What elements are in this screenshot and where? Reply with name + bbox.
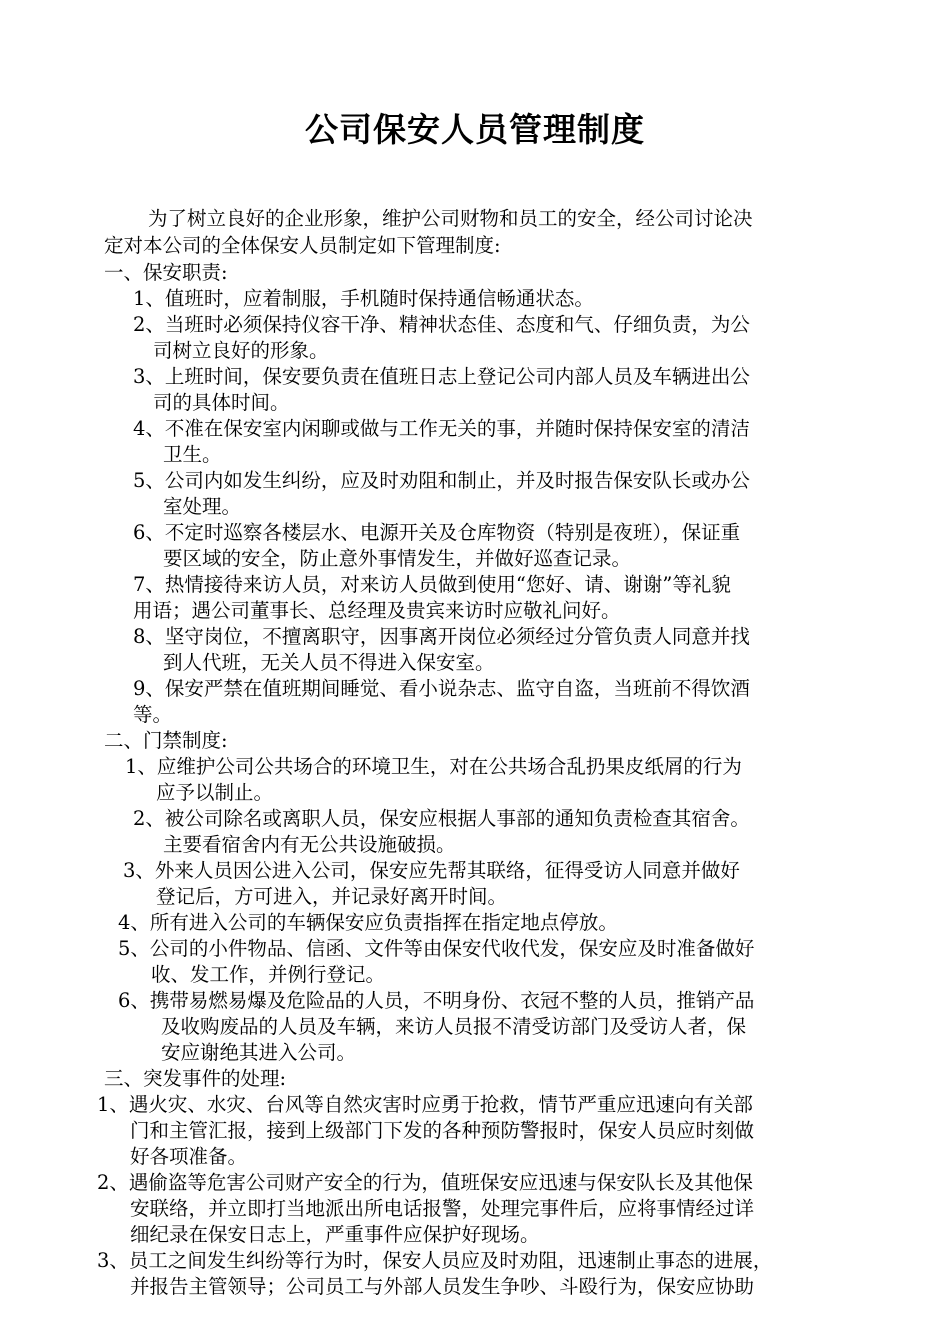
list-item-continuation: 安应谢绝其进入公司。 bbox=[161, 1041, 357, 1064]
list-item: 1、遇火灾、水灾、台风等自然灾害时应勇于抢救，情节严重应迅速向有关部 bbox=[97, 1093, 753, 1116]
document-title: 公司保安人员管理制度 bbox=[305, 110, 645, 149]
list-item: 3、上班时间，保安要负责在值班日志上登记公司内部人员及车辆进出公 bbox=[133, 365, 750, 388]
list-item-continuation: 并报告主管领导；公司员工与外部人员发生争吵、斗殴行为，保安应协助 bbox=[130, 1275, 755, 1298]
list-item: 1、值班时，应着制服，手机随时保持通信畅通状态。 bbox=[133, 287, 594, 310]
list-item: 1、应维护公司公共场合的环境卫生，对在公共场合乱扔果皮纸屑的行为 bbox=[125, 755, 742, 778]
list-item-continuation: 室处理。 bbox=[163, 495, 242, 518]
list-item: 5、公司的小件物品、信函、文件等由保安代收代发，保安应及时准备做好 bbox=[118, 937, 755, 960]
section-heading: 二、门禁制度: bbox=[104, 729, 228, 752]
list-item: 3、员工之间发生纠纷等行为时，保安人员应及时劝阻，迅速制止事态的进展， bbox=[97, 1249, 773, 1272]
body-line: 定对本公司的全体保安人员制定如下管理制度: bbox=[104, 234, 501, 257]
list-item-continuation: 主要看宿舍内有无公共设施破损。 bbox=[163, 833, 456, 856]
list-item-continuation: 及收购废品的人员及车辆，来访人员报不清受访部门及受访人者，保 bbox=[161, 1015, 747, 1038]
list-item-continuation: 司的具体时间。 bbox=[153, 391, 290, 414]
list-item: 2、当班时必须保持仪容干净、精神状态佳、态度和气、仔细负责，为公 bbox=[133, 313, 750, 336]
section-heading: 三、突发事件的处理: bbox=[104, 1067, 287, 1090]
list-item-continuation: 到人代班，无关人员不得进入保安室。 bbox=[163, 651, 495, 674]
list-item-continuation: 应予以制止。 bbox=[156, 781, 274, 804]
list-item: 8、坚守岗位，不擅离职守，因事离开岗位必须经过分管负责人同意并找 bbox=[133, 625, 750, 648]
list-item-continuation: 安联络，并立即打当地派出所电话报警，处理完事件后，应将事情经过详 bbox=[130, 1197, 755, 1220]
list-item: 2、遇偷盗等危害公司财产安全的行为，值班保安应迅速与保安队长及其他保 bbox=[97, 1171, 753, 1194]
list-item: 4、所有进入公司的车辆保安应负责指挥在指定地点停放。 bbox=[118, 911, 618, 934]
list-item: 9、保安严禁在值班期间睡觉、看小说杂志、监守自盗，当班前不得饮酒 bbox=[133, 677, 750, 700]
list-item-continuation: 收、发工作，并例行登记。 bbox=[151, 963, 386, 986]
list-item-continuation: 登记后，方可进入，并记录好离开时间。 bbox=[156, 885, 508, 908]
list-item: 4、不准在保安室内闲聊或做与工作无关的事，并随时保持保安室的清洁 bbox=[133, 417, 750, 440]
list-item-continuation: 细纪录在保安日志上，严重事件应保护好现场。 bbox=[130, 1223, 540, 1246]
list-item-continuation: 门和主管汇报，接到上级部门下发的各种预防警报时，保安人员应时刻做 bbox=[130, 1119, 755, 1142]
list-item-continuation: 等。 bbox=[133, 703, 173, 726]
list-item-continuation: 好各项准备。 bbox=[130, 1145, 248, 1168]
section-heading: 一、保安职责: bbox=[104, 261, 228, 284]
list-item: 6、不定时巡察各楼层水、电源开关及仓库物资（特别是夜班），保证重 bbox=[133, 521, 741, 544]
list-item: 7、热情接待来访人员，对来访人员做到使用“您好、请、谢谢”等礼貌 bbox=[133, 573, 731, 596]
list-item-continuation: 要区域的安全，防止意外事情发生，并做好巡查记录。 bbox=[163, 547, 632, 570]
list-item: 2、被公司除名或离职人员，保安应根据人事部的通知负责检查其宿舍。 bbox=[133, 807, 750, 830]
list-item: 6、携带易燃易爆及危险品的人员，不明身份、衣冠不整的人员，推销产品 bbox=[118, 989, 755, 1012]
list-item: 3、外来人员因公进入公司，保安应先帮其联络，征得受访人同意并做好 bbox=[123, 859, 740, 882]
list-item-continuation: 司树立良好的形象。 bbox=[153, 339, 329, 362]
list-item-continuation: 卫生。 bbox=[163, 443, 222, 466]
list-item-continuation: 用语；遇公司董事长、总经理及贵宾来访时应敬礼问好。 bbox=[133, 599, 621, 622]
body-line: 为了树立良好的企业形象，维护公司财物和员工的安全，经公司讨论决 bbox=[148, 207, 753, 230]
list-item: 5、公司内如发生纠纷，应及时劝阻和制止，并及时报告保安队长或办公 bbox=[133, 469, 750, 492]
